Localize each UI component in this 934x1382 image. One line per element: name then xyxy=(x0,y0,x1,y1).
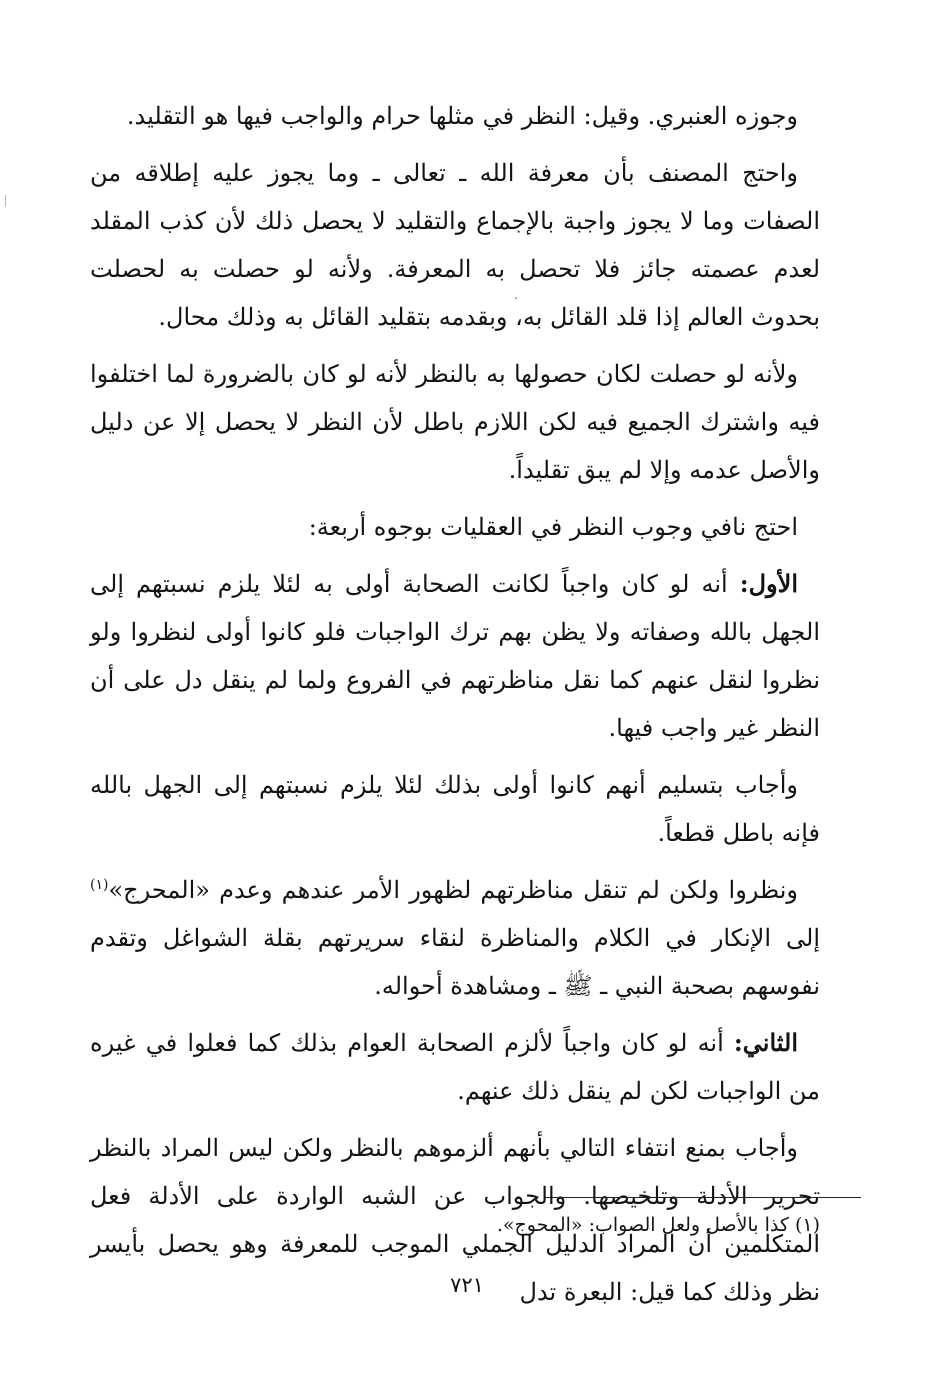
paragraph-1 xyxy=(90,92,820,140)
paragraph-4 xyxy=(90,503,820,551)
paragraph-2 xyxy=(90,149,820,341)
paragraph-8-lead: الثاني: xyxy=(733,1028,798,1057)
footnote-marker: (١) xyxy=(90,877,109,893)
paragraph-7 xyxy=(90,866,820,1010)
paragraph-7-text-before: ونظروا ولكن لم تنقل مناظرتهم لظهور الأمر عندهم وعدم «المحرج» xyxy=(108,876,798,904)
footnote-text: (١) كذا بالأصل ولعل الصواب: «المحوج». xyxy=(496,1214,820,1236)
footnote xyxy=(90,1210,820,1240)
paragraph-6-text: وأجاب بتسليم أنهم كانوا أولى بذلك لئلا يلزم نسبتهم إلى الجهل بالله فإنه باطل قطعاً. xyxy=(90,771,820,847)
paragraph-1-text: وجوزه العنبري. وقيل: النظر في مثلها حرام والواجب فيها هو التقليد. xyxy=(126,102,798,130)
paragraph-5-lead: الأول: xyxy=(739,569,798,598)
page-number: ٧٢١ xyxy=(450,1273,484,1297)
paragraph-6 xyxy=(90,761,820,857)
paragraph-9-text: وأجاب بمنع انتفاء التالي بأنهم ألزموهم بالنظر ولكن ليس المراد بالنظر تحرير الأدلة وتلخيصها. والجواب عن الشبه الواردة على الأدلة فعل المتكلمين أن المراد الدليل الجملي الموجب للمعرفة وهو يحصل بأيسر نظر وذلك كما قيل: البعرة تدل xyxy=(90,1134,820,1306)
paragraph-7-text-after: إلى الإنكار في الكلام والمناظرة لنقاء سريرتهم بقلة الشواغل وتقدم نفوسهم بصحبة النبي ـ ﷺ ـ ومشاهدة أحواله. xyxy=(90,924,820,1000)
paragraph-3 xyxy=(90,350,820,494)
scan-edge-mark xyxy=(5,195,6,207)
paragraph-3-text: ولأنه لو حصلت لكان حصولها به بالنظر لأنه لو كان بالضرورة لما اختلفوا فيه واشترك الجميع فيه لكن اللازم باطل لأن النظر لا يحصل إلا عن دليل والأصل عدمه وإلا لم يبق تقليداً. xyxy=(90,360,820,484)
paragraph-5-text: أنه لو كان واجباً لكانت الصحابة أولى به لئلا يلزم نسبتهم إلى الجهل بالله وصفاته ولا يظن بهم ترك الواجبات فلو كانوا أولى لنظروا ولو نظروا لنقل عنهم كما نقل مناظرتهم في الفروع ولما لم ينقل دل على أن النظر غير واجب فيها. xyxy=(90,570,820,742)
paragraph-8 xyxy=(90,1019,820,1115)
paragraph-2-text: واحتج المصنف بأن معرفة الله ـ تعالى ـ وما يجوز عليه إطلاقه من الصفات وما لا يجوز واجبة بالإجماع والتقليد لا يحصل ذلك لأن كذب المقلد لعدم عصمته جائز فلا تحصل به المعرفة. ولأنه لو حصلت به لحصلت بحدوث العالم إذا قلد القائل به، وبقدمه بتقليد القائل به وذلك محال. xyxy=(90,159,821,331)
ink-speck xyxy=(515,297,517,299)
main-text xyxy=(90,92,820,1325)
paragraph-8-text: أنه لو كان واجباً لألزم الصحابة العوام بذلك كما فعلوا في غيره من الواجبات لكن لم ينقل ذلك عنهم. xyxy=(90,1029,820,1105)
paragraph-4-text: احتج نافي وجوب النظر في العقليات بوجوه أربعة: xyxy=(308,513,798,541)
paragraph-5 xyxy=(90,560,820,752)
footnote-separator xyxy=(545,1197,861,1198)
